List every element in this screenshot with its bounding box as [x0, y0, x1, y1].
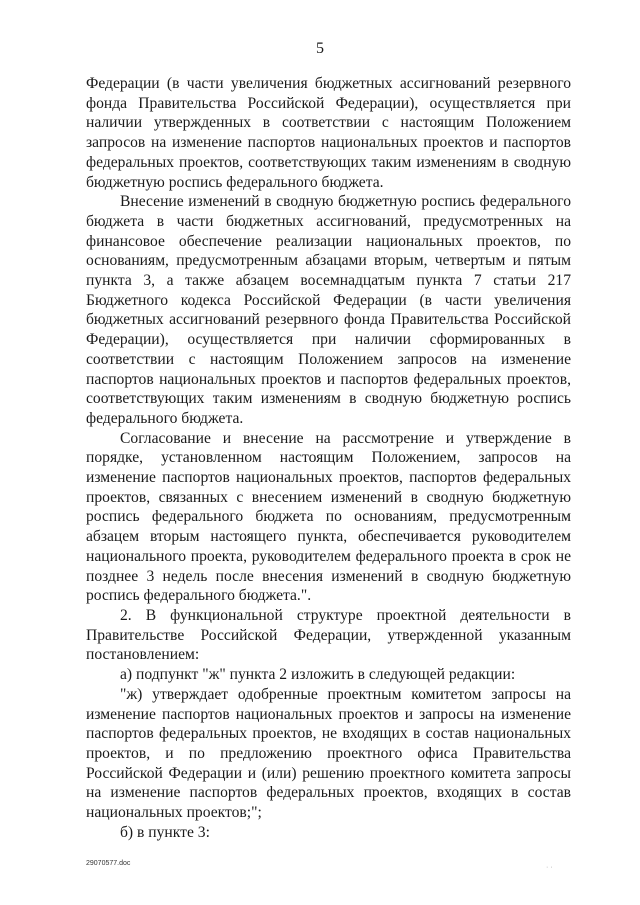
paragraph: а) подпункт "ж" пункта 2 изложить в следующей редакции:	[120, 666, 516, 684]
paragraph: 2. В функциональной структуре проектной деятельности в Правительстве Российской Федерации, утвержденной указанным постановлением:	[86, 606, 571, 664]
paragraph: Внесение изменений в сводную бюджетную роспись федерального бюджета в части бюджетных ассигнований, предусмотренных на финансовое обеспечение реализации национальных проектов, по основаниям, предусмотренным абзацами вторым, четвертым и пятым пункта 3, а также абзацем восемнадцатым пункта 7 статьи 217 Бюджетного кодекса Российской Федерации (в части увеличения бюджетных ассигнований резервного фонда Правительства Российской Федерации), осуществляется при наличии сформированных в соответствии с настоящим Положением запросов на изменение паспортов национальных проектов и паспортов федеральных проектов, соответствующих таким изменениям в сводную бюджетную роспись федерального бюджета.	[86, 193, 571, 427]
page-number: 5	[316, 40, 324, 57]
footer-mark: · ·	[546, 864, 553, 871]
paragraph: Федерации (в части увеличения бюджетных ассигнований резервного фонда Правительства Российской Федерации), осуществляется при наличии утвержденных в соответствии с настоящим Положением запросов на изменение паспортов национальных проектов и паспортов федеральных проектов, соответствующих таким изменениям в сводную бюджетную роспись федерального бюджета.	[86, 75, 571, 191]
paragraph: Согласование и внесение на рассмотрение и утверждение в порядке, установленном настоящим Положением, запросов на изменение паспортов национальных проектов, паспортов федеральных проектов, связанных с внесением изменений в сводную бюджетную роспись федерального бюджета по основаниям, предусмотренным абзацем вторым настоящего пункта, обеспечивается руководителем национального проекта, руководителем федерального проекта в срок не позднее 3 недель после внесения изменений в сводную бюджетную роспись федерального бюджета.".	[86, 429, 571, 605]
document-code: 29070577.doc	[86, 860, 131, 867]
document-body	[86, 74, 571, 842]
paragraph: "ж) утверждает одобренные проектным комитетом запросы на изменение паспортов национальных проектов и запросы на изменение паспортов федеральных проектов, не входящих в состав национальных проектов, и по предложению проектного офиса Правительства Российской Федерации и (или) решению проектного комитета запросы на изменение паспортов федеральных проектов, входящих в состав национальных проектов;";	[86, 685, 571, 822]
paragraph: б) в пункте 3:	[120, 823, 210, 841]
